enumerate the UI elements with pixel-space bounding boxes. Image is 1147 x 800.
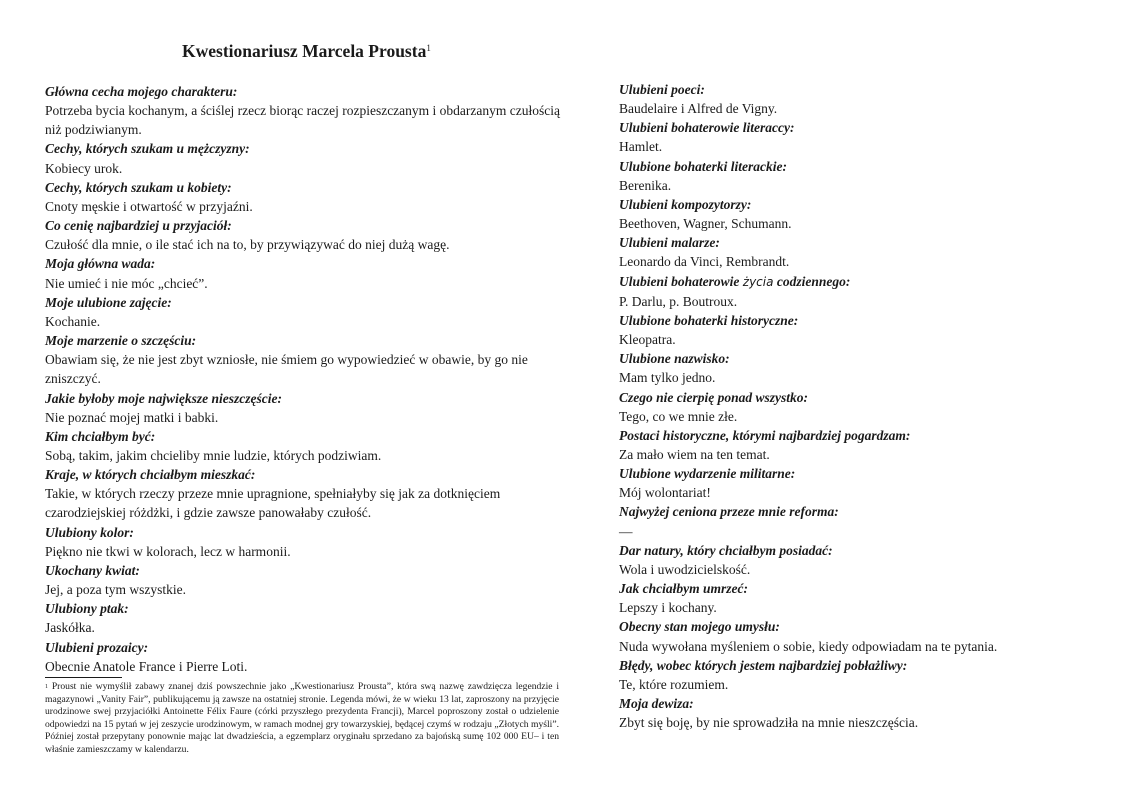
qa-item: [619, 464, 1089, 502]
question-part: życia: [742, 274, 774, 289]
question: Moje marzenie o szczęściu:: [45, 333, 197, 349]
answer: Jej, a poza tym wszystkie.: [45, 582, 186, 598]
title-text: Kwestionariusz Marcela Prousta: [182, 41, 427, 61]
footnote-text: Proust nie wymyślił zabawy znanej dziś powszechnie jako „Kwestionariusz Prousta”, która swą nazwę zawdzięcza legendzie i magazynowi „Vanity Fair”, publikującemu ją zawsze na ostatniej stronie. Legenda mówi, że w wieku 13 lat, zaproszony na przyjęcie urodzinowe swej przyjaciółki Antoinette Félix Faure (córki przyszłego prezydenta Francji), Marcel poproszony został o udzielenie odpowiedzi na 15 pytań w jej zeszycie urodzinowym, w ramach modnej gry towarzyskiej, będącej czymś w rodzaju „Złotych myśli”. Później został przepytany ponownie mając lat dwadzieścia, a egzemplarz oryginału sprzedano za bajońską sumę 102 000 EU– i ten właśnie zamieszczamy w kalendarzu.: [45, 681, 559, 755]
question: Ulubieni bohaterowie literaccy:: [619, 120, 795, 136]
question: Błędy, wobec których jestem najbardziej pobłażliwy:: [619, 657, 908, 673]
question: Główna cecha mojego charakteru:: [45, 84, 238, 99]
left-column: [45, 82, 565, 676]
qa-item: [45, 638, 565, 676]
answer: Takie, w których rzeczy przeze mnie upragnione, spełniałyby się jak za dotknięciem czarodziejskiej różdżki, i gdzie zawsze panowałaby czułość.: [45, 486, 501, 521]
question: Najwyżej ceniona przeze mnie reforma:: [619, 504, 839, 520]
answer: Kleopatra.: [619, 332, 676, 348]
qa-item: [619, 80, 1089, 118]
answer: Tego, co we mnie złe.: [619, 408, 738, 424]
qa-item: [45, 599, 565, 637]
question: Dar natury, który chciałbym posiadać:: [619, 542, 833, 558]
question: Ulubiony ptak:: [45, 601, 129, 617]
question: Moja główna wada:: [45, 256, 156, 272]
qa-item: [45, 139, 565, 177]
answer: —: [619, 523, 633, 539]
question: Ulubione wydarzenie militarne:: [619, 466, 796, 482]
answer: Te, które rozumiem.: [619, 676, 729, 692]
footnote-divider: [45, 677, 122, 678]
answer: Jaskółka.: [45, 620, 95, 636]
qa-item: [45, 178, 565, 216]
answer: Cnoty męskie i otwartość w przyjaźni.: [45, 198, 253, 214]
answer: Czułość dla mnie, o ile stać ich na to, by przywiązywać do niej dużą wagę.: [45, 237, 450, 253]
answer: Sobą, takim, jakim chcieliby mnie ludzie, których podziwiam.: [45, 447, 382, 463]
title-footnote-marker: 1: [426, 43, 431, 53]
question-part: codziennego:: [776, 273, 851, 289]
answer: Piękno nie tkwi w kolorach, lecz w harmonii.: [45, 543, 291, 559]
qa-item: [619, 426, 1089, 464]
question: Ulubieni malarze:: [619, 235, 720, 251]
qa-item: [619, 656, 1089, 694]
question: Co cenię najbardziej u przyjaciół:: [45, 218, 232, 234]
answer: Wola i uwodzicielskość.: [619, 561, 751, 577]
question: Kim chciałbym być:: [45, 428, 156, 444]
question: Ulubieni poeci:: [619, 82, 705, 97]
qa-item: [619, 195, 1089, 233]
question: Moja dewiza:: [619, 696, 694, 711]
question: Cechy, których szukam u kobiety:: [45, 179, 232, 195]
qa-item: [45, 293, 565, 331]
answer: Mam tylko jedno.: [619, 370, 716, 386]
question: Cechy, których szukam u mężczyzny:: [45, 141, 250, 157]
question: Jak chciałbym umrzeć:: [619, 581, 748, 597]
question: Postaci historyczne, którymi najbardziej pogardzam:: [619, 427, 911, 443]
qa-item: [619, 617, 1089, 655]
question: Ulubione bohaterki literackie:: [619, 158, 787, 174]
qa-item: [45, 523, 565, 561]
answer: Kochanie.: [45, 313, 101, 329]
qa-item: [619, 579, 1089, 617]
answer: Leonardo da Vinci, Rembrandt.: [619, 254, 790, 270]
answer: Nie poznać mojej matki i babki.: [45, 409, 219, 425]
qa-item: [45, 427, 565, 465]
question: Moje ulubione zajęcie:: [45, 294, 172, 310]
qa-item: [619, 388, 1089, 426]
qa-item: [619, 272, 1089, 311]
answer: Zbyt się boję, by nie sprowadziła na mnie nieszczęścia.: [619, 715, 919, 731]
answer: P. Darlu, p. Boutroux.: [619, 293, 738, 309]
answer: Kobiecy urok.: [45, 160, 123, 176]
qa-item: [45, 254, 565, 292]
qa-item: [45, 465, 565, 522]
footnote-marker: 1: [45, 684, 48, 690]
right-column: [619, 80, 1089, 732]
qa-item: [45, 216, 565, 254]
answer: Mój wolontariat!: [619, 485, 711, 501]
qa-item: [619, 541, 1089, 579]
answer: Obecnie Anatole France i Pierre Loti.: [45, 658, 248, 674]
question: Ulubiony kolor:: [45, 524, 134, 540]
question: Ulubieni prozaicy:: [45, 639, 149, 655]
qa-item: [45, 389, 565, 427]
question: Obecny stan mojego umysłu:: [619, 619, 780, 635]
question: Ukochany kwiat:: [45, 562, 140, 578]
answer: Baudelaire i Alfred de Vigny.: [619, 101, 778, 117]
answer: Nuda wywołana myśleniem o sobie, kiedy odpowiadam na te pytania.: [619, 638, 998, 654]
answer: Berenika.: [619, 177, 672, 193]
footnote: [45, 681, 559, 757]
qa-item: [619, 233, 1089, 271]
qa-item: [45, 561, 565, 599]
question: Kraje, w których chciałbym mieszkać:: [45, 467, 256, 483]
answer: Potrzeba bycia kochanym, a ściślej rzecz biorąc raczej rozpieszczanym i obdarzanym czułością niż podziwianym.: [45, 103, 560, 138]
page-title: [182, 41, 431, 62]
answer: Hamlet.: [619, 139, 663, 155]
answer: Beethoven, Wagner, Schumann.: [619, 216, 792, 232]
answer: Nie umieć i nie móc „chcieć”.: [45, 275, 208, 291]
question: Ulubieni kompozytorzy:: [619, 196, 752, 212]
question: [619, 272, 1089, 292]
answer: Obawiam się, że nie jest zbyt wzniosłe, nie śmiem go wypowiedzieć w obawie, by go nie zniszczyć.: [45, 352, 528, 387]
qa-item: [45, 331, 565, 388]
question: Jakie byłoby moje największe nieszczęście:: [45, 390, 282, 406]
question: Ulubione bohaterki historyczne:: [619, 312, 799, 328]
qa-item: [619, 349, 1089, 387]
answer: Za mało wiem na ten temat.: [619, 446, 770, 462]
qa-item: [619, 694, 1089, 732]
qa-item: [45, 82, 565, 139]
question: Ulubione nazwisko:: [619, 351, 730, 367]
qa-item: [619, 502, 1089, 540]
answer: Lepszy i kochany.: [619, 600, 717, 616]
question: Czego nie cierpię ponad wszystko:: [619, 389, 808, 405]
question-part: Ulubieni bohaterowie: [619, 273, 740, 289]
qa-item: [619, 311, 1089, 349]
qa-item: [619, 157, 1089, 195]
qa-item: [619, 118, 1089, 156]
